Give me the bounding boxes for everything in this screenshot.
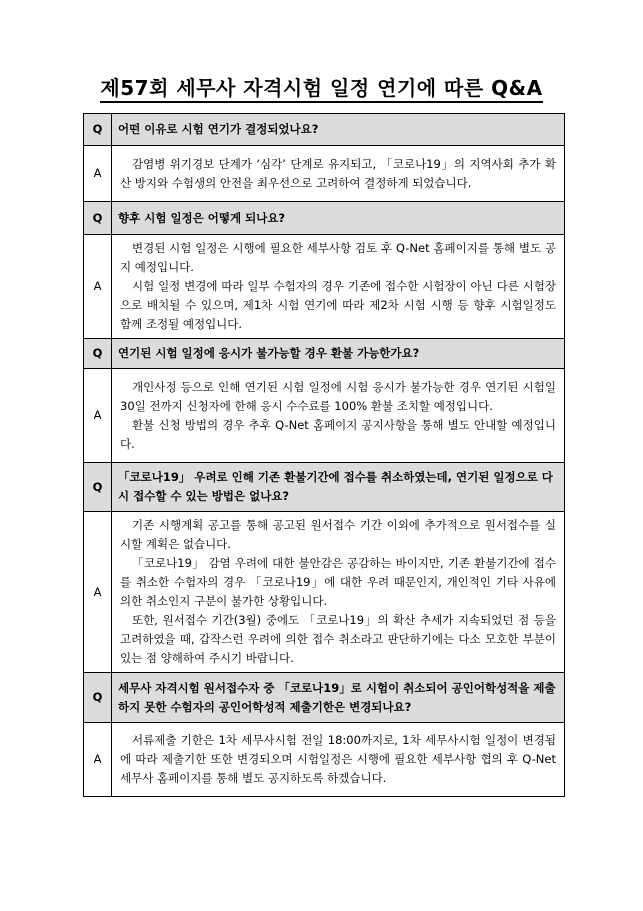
qa-table (83, 113, 565, 797)
answer-paragraph: 「코로나19」 감염 우려에 대한 불안감은 공감하는 바이지만, 기존 환불기간에 접수를 취소한 수험자의 경우 「코로나19」에 대한 우려 때문인지, 개인적인 기타 사유에 의한 취소인지 구분이 불가한 상황입니다. (120, 556, 556, 608)
answer-paragraph: 환불 신청 방법의 경우 추후 Q-Net 홈페이지 공지사항을 통해 별도 안내할 예정입니다. (120, 417, 556, 451)
question-label: Q (84, 114, 112, 146)
answer-paragraph: 변경된 시험 일정은 시행에 필요한 세부사항 검토 후 Q-Net 홈페이지를 통해 별도 공지 예정입니다. (120, 241, 556, 274)
page-title (0, 72, 643, 101)
answer-row (84, 369, 565, 463)
answer-paragraph: 서류제출 기한은 1차 세무사시험 전일 18:00까지로, 1차 세무사시험 일정이 변경됨에 따라 제출기한 또한 변경되오며 시험일정은 시행에 필요한 세부사항 협의 후 Q-Net 세무사 홈페이지를 통해 별도 공지하도록 하겠습니다. (120, 733, 556, 785)
answer-paragraph: 기존 시행계획 공고를 통해 공고된 원서접수 기간 이외에 추가적으로 원서접수를 실시할 계획은 없습니다. (120, 518, 556, 551)
question-row (84, 114, 565, 146)
question-text: 어떤 이유로 시험 연기가 결정되었나요? (112, 114, 565, 146)
question-text: 연기된 시험 일정에 응시가 불가능할 경우 환불 가능한가요? (112, 339, 565, 369)
answer-text (112, 723, 565, 797)
question-label: Q (84, 339, 112, 369)
question-row (84, 673, 565, 723)
question-label: Q (84, 673, 112, 723)
page-title-text: 제57회 세무사 자격시험 일정 연기에 따른 Q&A (100, 76, 542, 103)
question-text: 세무사 자격시험 원서접수자 중 「코로나19」로 시험이 취소되어 공인어학성적을 제출하지 못한 수험자의 공인어학성적 제출기한은 변경되나요? (112, 673, 565, 723)
answer-row (84, 512, 565, 673)
answer-label: A (84, 512, 112, 673)
answer-text (112, 235, 565, 339)
answer-label: A (84, 146, 112, 202)
answer-label: A (84, 369, 112, 463)
answer-row (84, 235, 565, 339)
question-text: 향후 시험 일정은 어떻게 되나요? (112, 202, 565, 235)
answer-text (112, 369, 565, 463)
answer-label: A (84, 235, 112, 339)
question-text: 「코로나19」 우려로 인해 기존 환불기간에 접수를 취소하였는데, 연기된 일정으로 다시 접수할 수 있는 방법은 없나요? (112, 463, 565, 512)
answer-row (84, 723, 565, 797)
answer-row (84, 146, 565, 202)
question-row (84, 202, 565, 235)
answer-paragraph: 개인사정 등으로 인해 연기된 시험 일정에 시험 응시가 불가능한 경우 연기된 시험일 30일 전까지 신청자에 한해 응시 수수료를 100% 환불 조치할 예정입니다. (120, 379, 556, 413)
answer-paragraph: 또한, 원서접수 기간(3월) 중에도 「코로나19」의 확산 추세가 지속되었던 점 등을 고려하였을 때, 갑작스런 우려에 의한 접수 취소라고 판단하기에는 다소 모호한 부분이 있는 점 양해하여 주시기 바랍니다. (120, 613, 556, 665)
answer-label: A (84, 723, 112, 797)
question-row (84, 339, 565, 369)
question-row (84, 463, 565, 512)
answer-paragraph: 시험 일정 변경에 따라 일부 수험자의 경우 기존에 접수한 시험장이 아닌 다른 시험장으로 배치될 수 있으며, 제1차 시험 연기에 따라 제2차 시험 시행 등 향후 시험일정도 함께 조정될 예정입니다. (120, 279, 556, 331)
question-label: Q (84, 202, 112, 235)
answer-text (112, 512, 565, 673)
answer-paragraph: 감염병 위기경보 단계가 ‘심각’ 단계로 유지되고, 「코로나19」의 지역사회 추가 확산 방지와 수험생의 안전을 최우선으로 고려하여 결정하게 되었습니다. (120, 156, 556, 190)
answer-text (112, 146, 565, 202)
question-label: Q (84, 463, 112, 512)
